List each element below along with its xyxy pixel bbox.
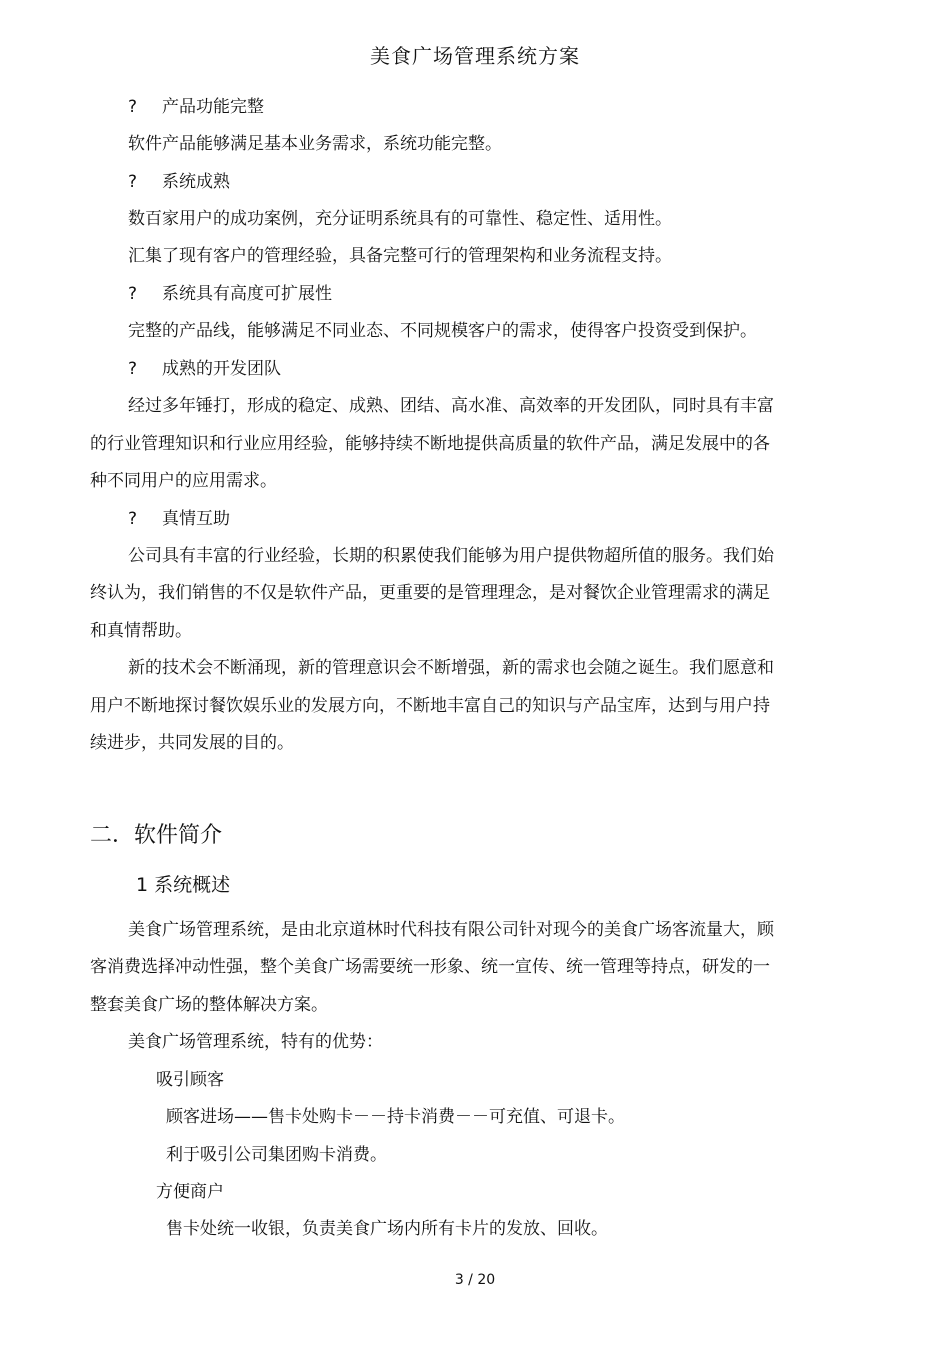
bullet-text: 成熟的开发团队 xyxy=(162,359,281,379)
paragraph-line: 新的技术会不断涌现，新的管理意识会不断增强，新的需求也会随之诞生。我们愿意和 xyxy=(128,658,774,678)
subsection-heading: 1 系统概述 xyxy=(136,874,231,896)
bullet-item xyxy=(128,354,281,379)
bullet-text: 产品功能完整 xyxy=(162,97,264,117)
paragraph-line: 整套美食广场的整体解决方案。 xyxy=(90,995,328,1015)
paragraph: 数百家用户的成功案例，充分证明系统具有的可靠性、稳定性、适用性。 xyxy=(128,209,672,229)
bullet-mark: ? xyxy=(128,509,138,529)
advantage-line: 售卡处统一收银，负责美食广场内所有卡片的发放、回收。 xyxy=(166,1219,608,1239)
paragraph-line: 公司具有丰富的行业经验，长期的积累使我们能够为用户提供物超所值的服务。我们始 xyxy=(128,546,774,566)
bullet-item xyxy=(128,279,332,304)
bullet-text: 系统具有高度可扩展性 xyxy=(162,284,332,304)
page-number: 3 / 20 xyxy=(454,1272,496,1288)
bullet-text: 真情互助 xyxy=(162,509,230,529)
paragraph-line: 和真情帮助。 xyxy=(90,621,192,641)
bullet-mark: ? xyxy=(128,97,138,117)
bullet-item xyxy=(128,167,230,192)
bullet-mark: ? xyxy=(128,172,138,192)
paragraph-line: 经过多年锤打，形成的稳定、成熟、团结、高水准、高效率的开发团队，同时具有丰富 xyxy=(128,396,774,416)
section-heading: 二．软件简介 xyxy=(90,823,223,848)
advantage-line: 利于吸引公司集团购卡消费。 xyxy=(166,1145,387,1165)
advantage-heading: 方便商户 xyxy=(156,1182,224,1202)
bullet-item xyxy=(128,504,230,529)
advantage-heading: 吸引顾客 xyxy=(156,1070,224,1090)
paragraph-line: 续进步，共同发展的目的。 xyxy=(90,733,294,753)
bullet-text: 系统成熟 xyxy=(162,172,230,192)
paragraph-line: 终认为，我们销售的不仅是软件产品，更重要的是管理理念，是对餐饮企业管理需求的满足 xyxy=(90,583,770,603)
bullet-mark: ? xyxy=(128,359,138,379)
paragraph: 完整的产品线，能够满足不同业态、不同规模客户的需求，使得客户投资受到保护。 xyxy=(128,321,757,341)
paragraph-line: 种不同用户的应用需求。 xyxy=(90,471,277,491)
bullet-item xyxy=(128,92,264,117)
paragraph: 汇集了现有客户的管理经验，具备完整可行的管理架构和业务流程支持。 xyxy=(128,246,672,266)
paragraph-line: 客消费选择冲动性强，整个美食广场需要统一形象、统一宣传、统一管理等持点，研发的一 xyxy=(90,957,770,977)
paragraph: 美食广场管理系统，特有的优势： xyxy=(128,1032,383,1052)
bullet-mark: ? xyxy=(128,284,138,304)
paragraph-line: 用户不断地探讨餐饮娱乐业的发展方向，不断地丰富自己的知识与产品宝库，达到与用户持 xyxy=(90,696,770,716)
page-header-title: 美食广场管理系统方案 xyxy=(370,44,580,68)
paragraph-line: 的行业管理知识和行业应用经验，能够持续不断地提供高质量的软件产品，满足发展中的各 xyxy=(90,434,770,454)
paragraph: 软件产品能够满足基本业务需求，系统功能完整。 xyxy=(128,134,502,154)
advantage-line: 顾客进场——售卡处购卡－－持卡消费－－可充值、可退卡。 xyxy=(166,1107,625,1127)
paragraph-line: 美食广场管理系统，是由北京道林时代科技有限公司针对现今的美食广场客流量大，顾 xyxy=(128,920,774,940)
